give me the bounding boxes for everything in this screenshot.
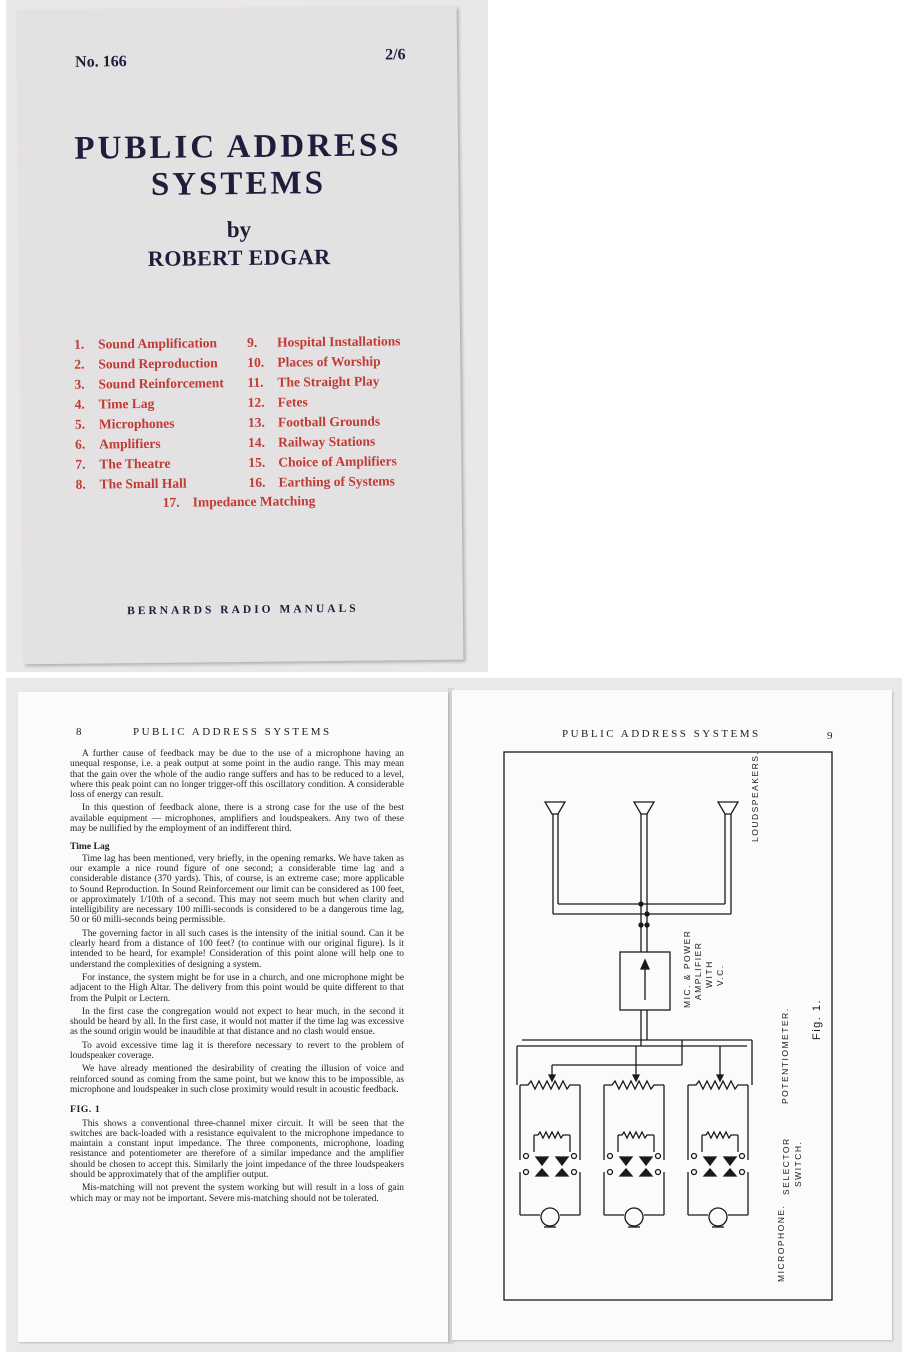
price: 2/6: [384, 46, 406, 64]
paragraph: A further cause of feedback may be due to the use of a microphone having an unequal response, i.e. a peak output at some point in the audio range. This may mean that the gain over the whole of the audio range suffers and has to be reduced to a level, where this peak point can no longer trigger-off this oscillatory condition. A considerable loss of energy can result.: [70, 749, 404, 801]
contents-item: 11. The Straight Play: [247, 373, 380, 390]
publisher-line: BERNARDS RADIO MANUALS: [127, 602, 359, 618]
channel-2: [604, 1065, 664, 1227]
paragraph: The governing factor in all such cases is the intensity of the initial sound. Can it be clearly heard from a distance of 100 feet? (to continue with our original figure). Is it intended to be heard, for example! Consideration of this point alone will help one to understand the complexities of designing a system.: [70, 928, 404, 970]
page-number: 8: [76, 726, 82, 738]
contents-item: 14. Railway Stations: [248, 433, 376, 450]
cover-title-line2: SYSTEMS: [150, 165, 327, 203]
loudspeaker-symbol: [718, 802, 738, 914]
paragraph: In this question of feedback alone, there is a strong case for the use of the best available equipment — microphones, amplifiers and loudspeakers. Any two of these may be nullified by the employment of an indifferent third.: [70, 803, 404, 835]
cover-by: by: [226, 216, 252, 243]
issue-number: No. 166: [75, 53, 127, 71]
contents-item: 13. Football Grounds: [247, 413, 381, 430]
paragraph: To avoid excessive time lag it is therefore necessary to revert to the problem of loudspeaker coverage.: [70, 1040, 404, 1062]
channel-1: [520, 1065, 580, 1227]
contents-item: 3. Sound Reinforcement: [74, 375, 224, 392]
contents-item: 6. Amplifiers: [75, 435, 161, 452]
paragraph: Time lag has been mentioned, very briefly, in the opening remarks. We have taken as our example a nice round figure of one second; a considerable time lag and a considerable distance (370 yards). This, of course, is an extreme case; more applicable to Sound Reproduction. In Sound Reinforcement our limit can be considered as 100 feet, or approximately 1/10th of a second. This may not seem much but when clarity and intelligibility are necessary 100 milli-seconds is considered to be a dangerous time lag, 50 or 60 milli-seconds being permissible.: [70, 853, 404, 926]
amplifier-box: [620, 952, 670, 1010]
section-heading: FIG. 1: [70, 1104, 101, 1116]
paragraph: We have already mentioned the desirability of creating the illusion of voice and reinforced sound as coming from the same point, but we know this to be impossible, as microphone and loudspeaker in such close proximity would result in acoustic feedback.: [70, 1064, 404, 1095]
contents-item: 17. Impedance Matching: [162, 493, 316, 510]
label-loudspeakers: LOUDSPEAKERS.: [750, 750, 760, 842]
paragraph: For instance, the system might be for use in a church, and one microphone might be adjacent to the High Altar. The delivery from this point would be quite different to that from the Pulpit or Lectern.: [70, 972, 404, 1004]
running-head: PUBLIC ADDRESS SYSTEMS: [562, 728, 761, 740]
channel-3: [688, 1065, 748, 1227]
circuit-diagram: [452, 690, 892, 1340]
left-page: [18, 692, 448, 1342]
label-microphone: MICROPHONE.: [776, 1204, 786, 1282]
paragraph: This shows a conventional three-channel mixer circuit. It will be seen that the switches are back-loaded with a resistance equivalent to the microphone impedance to maintain a constant input impedance. The three components, microphone, loading resistance and potentiometer are therefore of a similar impedance and the amplifier should be chosen to accept this. Similarly the joint impedance of the three loudspeakers should be approximately that of the amplifier output.: [70, 1118, 404, 1180]
paragraph: In the first case the congregation would not expect to hear much, in the second it should be heard by all. In the first case, it would not matter if the time lag was excessive as the sound origin would be inaudible at that distance and no clash would ensue.: [70, 1006, 404, 1038]
label-amplifier: V.C.: [715, 964, 725, 986]
paragraph: Mis-matching will not prevent the system working but will result in a loss of gain which may or may not be important. Severe mis-matching should not be tolerated.: [70, 1183, 404, 1204]
cover: [17, 6, 464, 665]
contents-item: 7. The Theatre: [75, 455, 171, 472]
contents-item: 9. Hospital Installations: [246, 333, 401, 350]
cover-author: ROBERT EDGAR: [147, 244, 331, 271]
body-text: [70, 749, 404, 1207]
contents-item: 8. The Small Hall: [75, 475, 187, 492]
contents-item: 4. Time Lag: [74, 395, 155, 412]
label-amplifier: AMPLIFIER: [693, 941, 703, 1000]
label-selector-switch: SELECTOR: [781, 1137, 791, 1195]
contents-item: 1. Sound Amplification: [74, 335, 218, 352]
label-amplifier: WITH: [704, 960, 714, 988]
label-potentiometer: POTENTIOMETER.: [780, 1007, 790, 1104]
open-book-spread: [6, 678, 902, 1352]
contents-item: 16. Earthing of Systems: [248, 473, 395, 490]
label-amplifier: MIC. & POWER: [682, 929, 692, 1008]
loudspeaker-symbol: [545, 802, 565, 914]
contents-item: 2. Sound Reproduction: [74, 355, 218, 372]
right-page: [452, 690, 892, 1340]
contents-item: 5. Microphones: [74, 415, 175, 432]
contents-item: 10. Places of Worship: [247, 353, 381, 370]
booklet-cover-photo: [6, 0, 488, 672]
loudspeaker-symbol: [634, 802, 654, 925]
cover-title-line1: PUBLIC ADDRESS: [74, 127, 402, 167]
page-number: 9: [827, 730, 833, 742]
figure-caption: Fig. 1.: [811, 998, 823, 1040]
section-heading: Time Lag: [70, 841, 110, 853]
label-selector-switch: SWITCH.: [793, 1140, 803, 1187]
contents-item: 15. Choice of Amplifiers: [248, 453, 397, 470]
running-head: PUBLIC ADDRESS SYSTEMS: [133, 726, 332, 738]
contents-item: 12. Fetes: [247, 394, 308, 410]
